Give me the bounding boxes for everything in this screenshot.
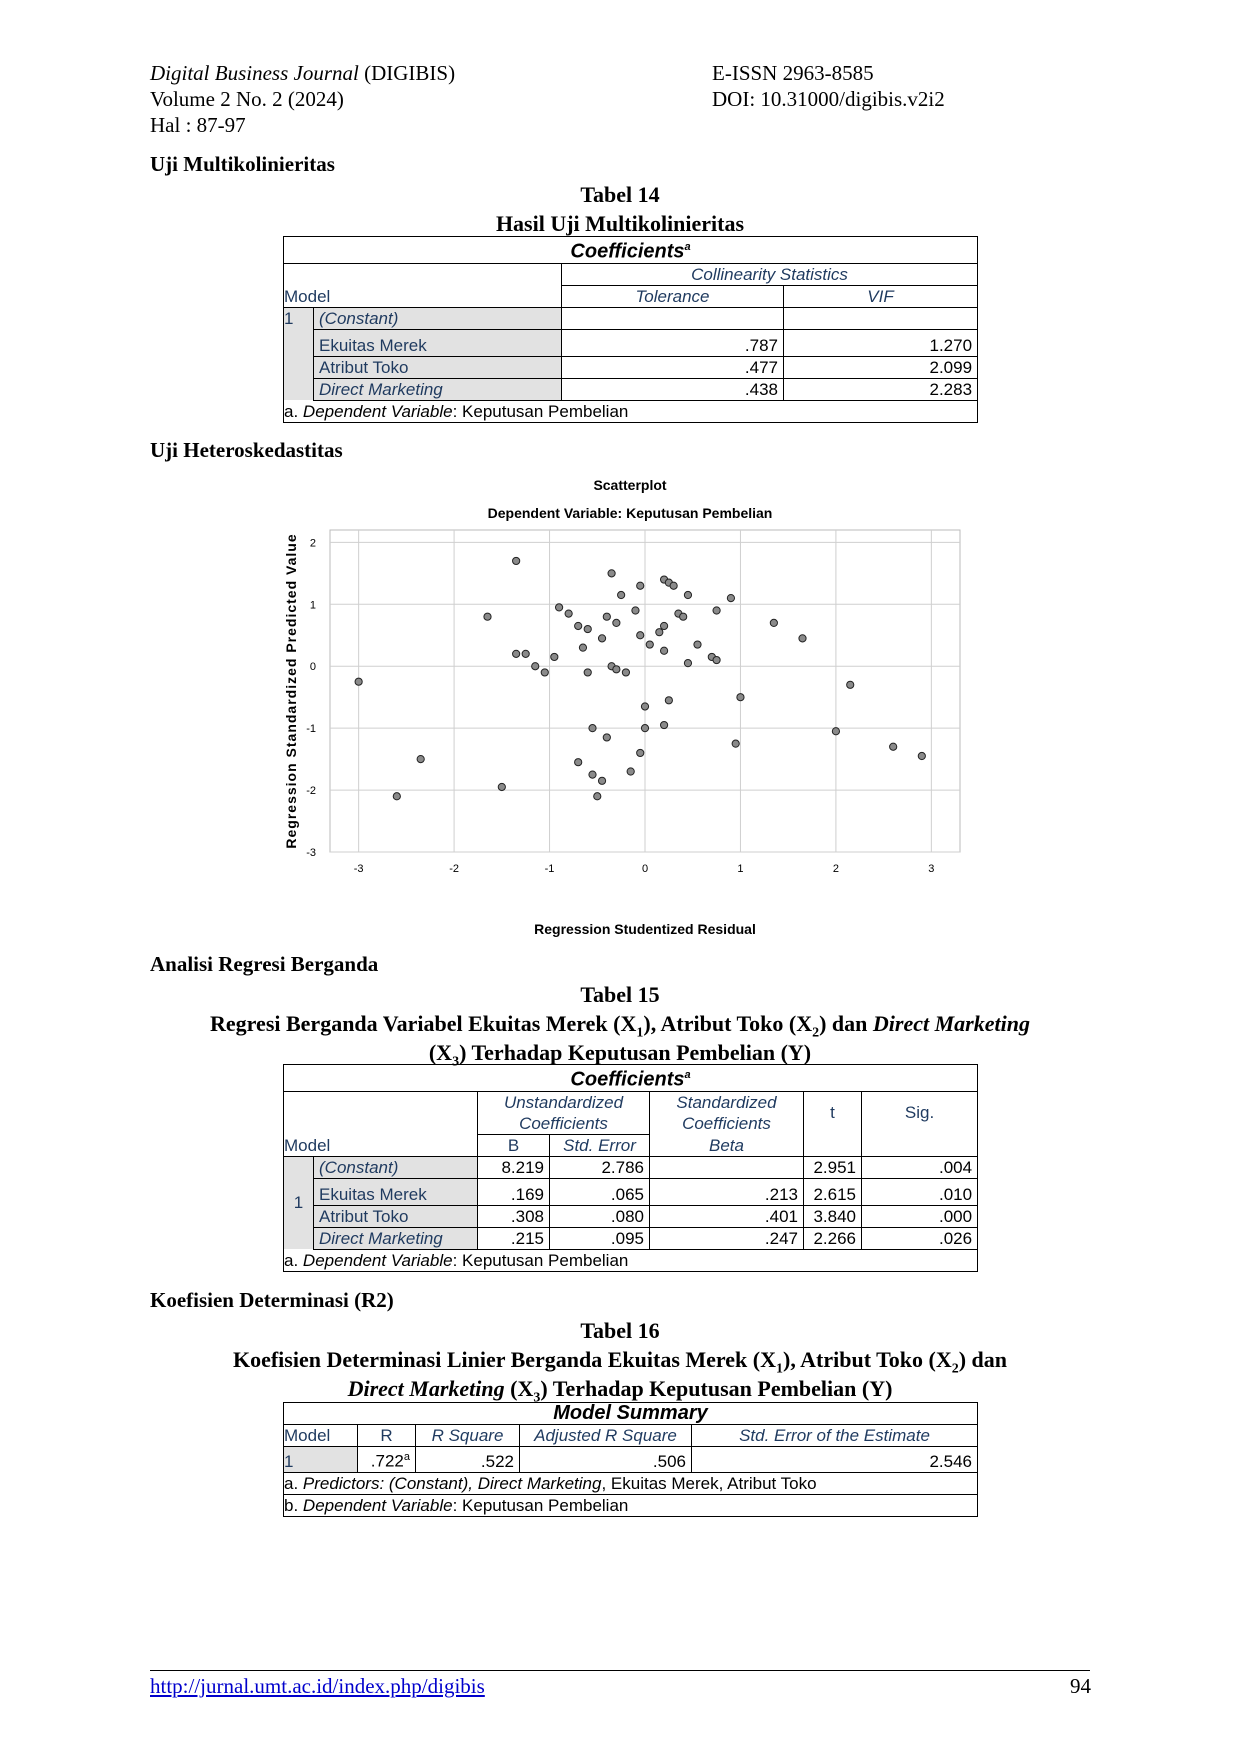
table-row: [284, 356, 978, 378]
chart-subtitle: Dependent Variable: Keputusan Pembelian: [487, 505, 773, 521]
row-name: Ekuitas Merek: [314, 1178, 478, 1205]
row-b: .215: [478, 1227, 550, 1249]
row-sig: .010: [862, 1178, 978, 1205]
scatter-point: [513, 650, 520, 657]
row-t: 2.266: [804, 1227, 862, 1249]
scatter-point: [589, 725, 596, 732]
scatter-point: [613, 619, 620, 626]
footer-url-link[interactable]: http://jurnal.umt.ac.id/index.php/digibis: [150, 1674, 485, 1698]
table15-number: Tabel 15: [580, 982, 660, 1007]
x-tick-label: -2: [449, 863, 459, 875]
row-vif: 1.270: [784, 329, 978, 356]
row-se: .095: [550, 1227, 650, 1249]
scatter-point: [565, 610, 572, 617]
scatter-point: [417, 756, 424, 763]
scatter-point: [890, 743, 897, 750]
scatter-point: [555, 604, 562, 611]
scatter-point: [594, 793, 601, 800]
table15-col-beta: Beta: [650, 1134, 804, 1156]
table16-col-se: Std. Error of the Estimate: [739, 1426, 930, 1445]
row-vif: 2.283: [784, 378, 978, 400]
row-name: Direct Marketing: [314, 1227, 478, 1249]
scatter-point: [584, 669, 591, 676]
scatter-point: [641, 725, 648, 732]
table15-col-sig: Sig.: [862, 1091, 978, 1134]
table14: [283, 236, 978, 423]
row-tolerance: .438: [562, 378, 784, 400]
footer-divider: [150, 1670, 1090, 1671]
scatter-point: [684, 660, 691, 667]
scatter-point: [484, 613, 491, 620]
row-sig: .000: [862, 1205, 978, 1227]
table14-title: Hasil Uji Multikolinieritas: [495, 211, 745, 236]
scatter-point: [603, 734, 610, 741]
row-beta: .401: [650, 1205, 804, 1227]
row-name: Ekuitas Merek: [314, 329, 562, 356]
scatter-point: [660, 647, 667, 654]
journal-header: [150, 60, 455, 138]
y-tick-label: 1: [309, 599, 316, 612]
scatter-point: [627, 768, 634, 775]
table16-note-a: a. Predictors: (Constant), Direct Marketing, Ekuitas Merek, Atribut Toko: [284, 1473, 817, 1493]
table15-std-header: Standardized: [650, 1091, 804, 1113]
row-name: Atribut Toko: [314, 1205, 478, 1227]
row-t: 2.951: [804, 1156, 862, 1178]
table16-col-rsq: R Square: [416, 1425, 520, 1447]
row-b: 8.219: [478, 1156, 550, 1178]
scatter-point: [575, 759, 582, 766]
scatter-point: [618, 591, 625, 598]
table14-col-vif: VIF: [867, 286, 894, 306]
section-regresi: Analisi Regresi Berganda: [150, 952, 379, 976]
row-sig: .026: [862, 1227, 978, 1249]
scatter-point: [613, 666, 620, 673]
scatter-point: [522, 650, 529, 657]
scatter-point: [608, 570, 615, 577]
row-vif: [784, 307, 978, 329]
issn: E-ISSN 2963-8585: [712, 61, 874, 85]
section-heteroskedastitas: Uji Heteroskedastitas: [150, 438, 343, 462]
table15-caption: [150, 980, 1090, 1070]
row-se: .080: [550, 1205, 650, 1227]
table15: [283, 1064, 978, 1272]
x-tick-label: 0: [641, 863, 649, 875]
table15-col-se: Std. Error: [550, 1134, 650, 1156]
chart-ylabel: Regression Standardized Predicted Value: [283, 533, 299, 849]
table15-title-line2: $(X_3)$ Terhadap Keputusan Pembelian (Y): [428, 1040, 812, 1070]
x-tick-label: 2: [832, 863, 839, 875]
scatter-point: [598, 635, 605, 642]
row-beta: .247: [650, 1227, 804, 1249]
scatter-point: [713, 607, 720, 614]
table15-unstd-header: Unstandardized: [478, 1091, 650, 1113]
scatter-point: [589, 771, 596, 778]
scatter-point: [832, 728, 839, 735]
row-se: .065: [550, 1178, 650, 1205]
scatter-point: [393, 793, 400, 800]
table14-model-num: 1: [284, 307, 314, 400]
page-range: Hal : 87-97: [150, 113, 246, 137]
scatter-point: [660, 721, 667, 728]
journal-name: Digital Business Journal: [150, 61, 359, 85]
table14-group-header: Collinearity Statistics: [562, 263, 978, 285]
scatter-point: [584, 625, 591, 632]
table16-r: .722$^a$: [358, 1447, 416, 1473]
row-beta: .213: [650, 1178, 804, 1205]
y-tick-label: -3: [306, 847, 316, 859]
scatter-point: [684, 591, 691, 598]
scatter-point: [603, 613, 610, 620]
scatter-point: [355, 678, 362, 685]
chart-title: Scatterplot: [593, 477, 667, 493]
table-row: [284, 1178, 978, 1205]
section-determinasi: Koefisien Determinasi (R2): [150, 1288, 394, 1312]
scatter-point: [727, 595, 734, 602]
scatter-point: [622, 669, 629, 676]
table16-note-b: b. Dependent Variable: Keputusan Pembelian: [284, 1495, 629, 1515]
scatter-point: [646, 641, 653, 648]
table15-col-b: B: [478, 1134, 550, 1156]
table15-title-line1: Regresi Berganda Variabel Ekuitas Merek $(X_1)$, Atribut Toko $(X_2)$ dan Direct Marketing: [210, 1011, 1030, 1041]
table16-col-r: R: [358, 1425, 416, 1447]
table14-note: a. Dependent Variable: Keputusan Pembelian: [284, 401, 629, 421]
scatter-point: [637, 632, 644, 639]
table14-heading: Coefficients$^a$: [284, 237, 978, 264]
table16-heading: Model Summary: [284, 1403, 978, 1425]
table-row: [284, 1156, 978, 1178]
row-tolerance: [562, 307, 784, 329]
scatter-point: [598, 777, 605, 784]
volume-info: Volume 2 No. 2 (2024): [150, 87, 344, 111]
row-b: .169: [478, 1178, 550, 1205]
scatter-point: [799, 635, 806, 642]
table14-col-tolerance: Tolerance: [562, 285, 784, 307]
table14-model-label: Model: [284, 286, 331, 306]
row-tolerance: .477: [562, 356, 784, 378]
table15-model-num: 1: [284, 1156, 314, 1249]
scatter-point: [637, 582, 644, 589]
scatter-point: [532, 663, 539, 670]
y-tick-label: -1: [306, 723, 316, 736]
row-name: (Constant): [314, 1156, 478, 1178]
page-number: 94: [1070, 1674, 1091, 1698]
table15-std-header-2: Coefficients: [650, 1113, 804, 1135]
table-row: [284, 1205, 978, 1227]
table15-heading: Coefficients$^a$: [284, 1065, 978, 1092]
scatter-point: [498, 783, 505, 790]
table16-number: Tabel 16: [580, 1318, 660, 1343]
row-t: 2.615: [804, 1178, 862, 1205]
journal-ids: [712, 60, 945, 112]
y-tick-label: 2: [309, 537, 316, 550]
x-tick-label: -1: [544, 863, 555, 875]
scatter-point: [575, 622, 582, 629]
scatter-point: [694, 641, 701, 648]
row-tolerance: .787: [562, 329, 784, 356]
table16-se: 2.546: [929, 1451, 973, 1471]
table-row: [284, 329, 978, 356]
row-name: (Constant): [314, 307, 562, 329]
table16-caption: [150, 1316, 1090, 1406]
table15-unstd-header-2: Coefficients: [478, 1113, 650, 1135]
scatter-point: [541, 669, 548, 676]
table-row: [284, 1447, 978, 1473]
table15-model-label: Model: [284, 1135, 331, 1155]
scatter-point: [579, 644, 586, 651]
journal-abbr: (DIGIBIS): [364, 61, 456, 85]
section-multikolinieritas: Uji Multikolinieritas: [150, 152, 335, 176]
chart-xlabel: Regression Studentized Residual: [534, 921, 756, 937]
row-sig: .004: [862, 1156, 978, 1178]
x-tick-label: -3: [353, 863, 364, 875]
scatter-point: [680, 613, 687, 620]
row-se: 2.786: [550, 1156, 650, 1178]
table15-col-t: t: [804, 1091, 862, 1134]
scatter-point: [656, 629, 663, 636]
table16-adj: .506: [520, 1447, 692, 1473]
scatterplot-chart: [280, 468, 980, 946]
table16-title-line2: Direct Marketing $(X_3)$ Terhadap Keputusan Pembelian (Y): [347, 1376, 893, 1406]
scatter-point: [670, 582, 677, 589]
row-beta: [650, 1156, 804, 1178]
scatter-point: [665, 697, 672, 704]
scatter-point: [632, 607, 639, 614]
row-vif: 2.099: [784, 356, 978, 378]
row-name: Atribut Toko: [314, 356, 562, 378]
table-row: [284, 307, 978, 329]
y-tick-label: 0: [309, 661, 316, 674]
table16-rsq: .522: [416, 1447, 520, 1473]
scatter-point: [732, 740, 739, 747]
x-tick-label: 3: [928, 863, 935, 875]
table16-model-num: 1: [284, 1447, 358, 1473]
table-row: [284, 1227, 978, 1249]
x-tick-label: 1: [737, 863, 744, 875]
doi: DOI: 10.31000/digibis.v2i2: [712, 87, 945, 111]
table16: [283, 1402, 978, 1517]
row-b: .308: [478, 1205, 550, 1227]
scatter-point: [637, 749, 644, 756]
table16-col-model: Model: [284, 1425, 358, 1447]
scatter-point: [513, 557, 520, 564]
scatter-point: [847, 681, 854, 688]
table16-title-line1: Koefisien Determinasi Linier Berganda Ekuitas Merek $(X_1)$, Atribut Toko $(X_2)$ dan: [232, 1347, 1008, 1377]
scatter-point: [770, 619, 777, 626]
table14-caption: [150, 180, 1090, 238]
scatter-point: [641, 703, 648, 710]
table14-number: Tabel 14: [580, 182, 660, 207]
table15-note: a. Dependent Variable: Keputusan Pembelian: [284, 1250, 629, 1270]
scatter-point: [713, 656, 720, 663]
table-row: [284, 378, 978, 400]
scatter-point: [551, 653, 558, 660]
table16-col-adj: Adjusted R Square: [520, 1425, 692, 1447]
scatter-point: [660, 622, 667, 629]
scatter-point: [737, 694, 744, 701]
row-t: 3.840: [804, 1205, 862, 1227]
y-tick-label: -2: [306, 785, 316, 798]
scatter-point: [918, 752, 925, 759]
row-name: Direct Marketing: [314, 378, 562, 400]
